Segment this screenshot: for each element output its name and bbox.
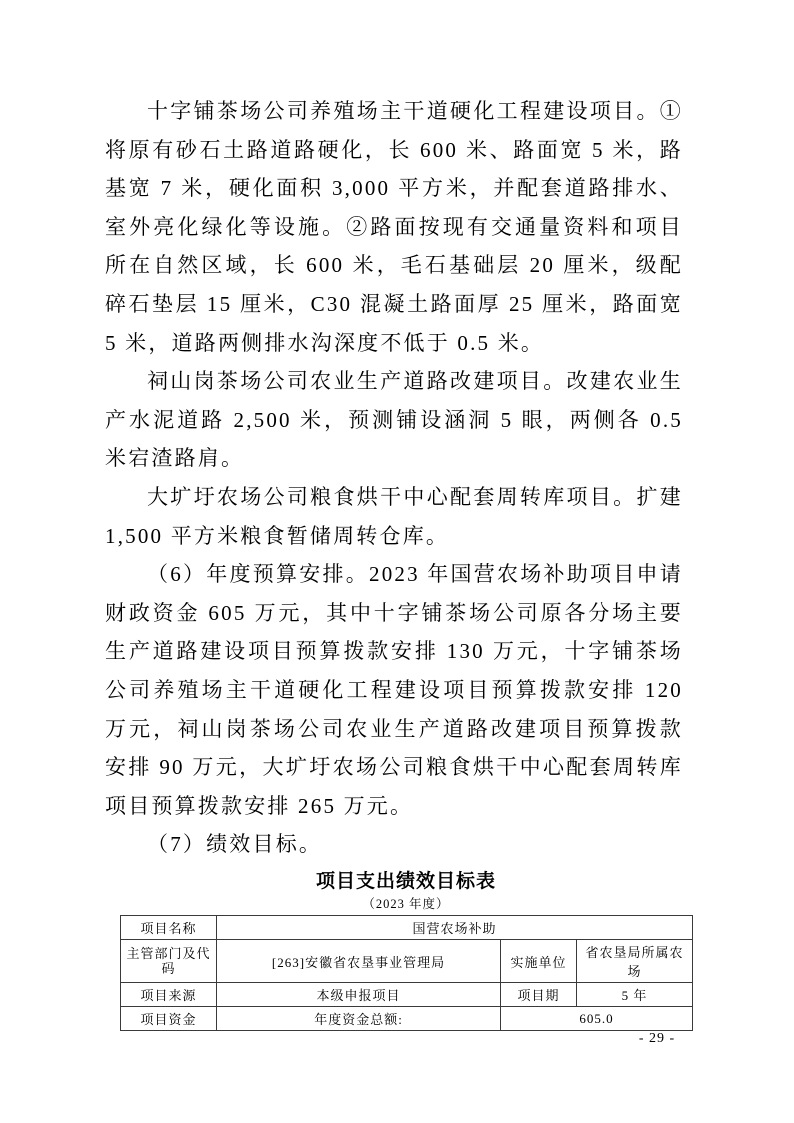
paragraph-project-hardening: 十字铺茶场公司养殖场主干道硬化工程建设项目。①将原有砂石土路道路硬化，长 600 米、路面宽 5 米，路基宽 7 米，硬化面积 3,000 平方米，并配套道路排水、室外亮化绿化等设施。②路面按现有交通量资料和项目所在自然区域，长 600 米，毛石基础层 20 厘米，级配碎石垫层 15 厘米，C30 混凝土路面厚 25 厘米，路面宽 5 米，道路两侧排水沟深度不低于 0.5 米。 xyxy=(105,99,683,355)
cell-source-label: 项目来源 xyxy=(121,983,217,1007)
table-row-source xyxy=(121,983,693,1007)
paragraph-road-rebuild: 祠山岗茶场公司农业生产道路改建项目。改建农业生产水泥道路 2,500 米，预测铺设涵洞 5 眼，两侧各 0.5 米宕渣路肩。 xyxy=(105,369,683,471)
cell-fund-label: 项目资金 xyxy=(121,1007,217,1031)
table-title: 项目支出绩效目标表 xyxy=(315,871,496,892)
cell-period-value: 5 年 xyxy=(577,983,693,1007)
table-subtitle: （2023 年度） xyxy=(362,897,450,911)
cell-impl-label: 实施单位 xyxy=(501,940,577,983)
performance-target-table xyxy=(120,915,693,1031)
cell-project-name-label: 项目名称 xyxy=(121,916,217,940)
cell-dept-value: [263]安徽省农垦事业管理局 xyxy=(217,940,501,983)
cell-period-label: 项目期 xyxy=(501,983,577,1007)
body-text xyxy=(105,92,683,864)
cell-dept-label: 主管部门及代码 xyxy=(121,940,217,983)
cell-project-name-value: 国营农场补助 xyxy=(217,916,693,940)
cell-fund-value: 605.0 xyxy=(501,1007,693,1031)
cell-fund-text: 年度资金总额: xyxy=(217,1007,501,1031)
cell-source-value: 本级申报项目 xyxy=(217,983,501,1007)
table-row-fund xyxy=(121,1007,693,1031)
paragraph-annual-budget: （6）年度预算安排。2023 年国营农场补助项目申请财政资金 605 万元，其中十字铺茶场公司原各分场主要生产道路建设项目预算拨款安排 130 万元，十字铺茶场公司养殖场主干道硬化工程建设项目预算拨款安排 120 万元，祠山岗茶场公司农业生产道路改建项目预算拨款安排 90 万元，大圹圩农场公司粮食烘干中心配套周转库项目预算拨款安排 265 万元。 xyxy=(105,562,683,818)
paragraph-performance-goal: （7）绩效目标。 xyxy=(147,832,323,857)
page-number: - 29 - xyxy=(638,1031,676,1046)
table-row-project-name xyxy=(121,916,693,940)
table-row-department xyxy=(121,940,693,983)
cell-impl-value: 省农垦局所属农场 xyxy=(577,940,693,983)
performance-table-section xyxy=(120,869,692,1031)
paragraph-grain-warehouse: 大圹圩农场公司粮食烘干中心配套周转库项目。扩建 1,500 平方米粮食暂储周转仓库。 xyxy=(105,484,683,548)
